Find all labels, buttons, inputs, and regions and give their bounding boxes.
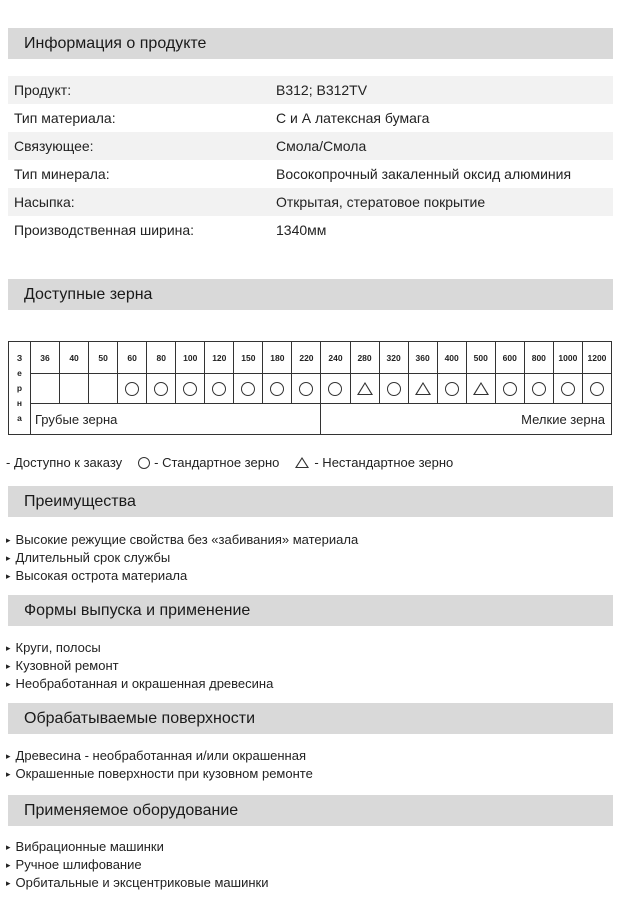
grain-legend <box>6 455 453 470</box>
availability-cell <box>89 374 118 404</box>
circle-icon <box>138 457 150 469</box>
list-item: ▸ Древесина - необработанная и/или окрашенная <box>6 747 313 765</box>
grit-value: 240 <box>321 342 350 374</box>
grit-value: 1200 <box>582 342 611 374</box>
grit-value: 100 <box>176 342 205 374</box>
availability-cell <box>118 374 147 404</box>
grit-row <box>9 342 612 374</box>
circle-icon <box>212 382 226 396</box>
circle-icon <box>445 382 459 396</box>
info-row <box>8 188 613 216</box>
availability-cell <box>553 374 582 404</box>
info-key: Насыпка: <box>14 194 75 210</box>
circle-icon <box>532 382 546 396</box>
section-header-advantages: Преимущества <box>8 486 613 517</box>
circle-icon <box>561 382 575 396</box>
info-row <box>8 132 613 160</box>
grit-value: 36 <box>31 342 60 374</box>
grit-value: 80 <box>147 342 176 374</box>
info-row <box>8 104 613 132</box>
availability-cell <box>147 374 176 404</box>
legend-nonstandard: - Нестандартное зерно <box>314 455 454 470</box>
availability-cell <box>292 374 321 404</box>
availability-cell <box>379 374 408 404</box>
grit-value: 60 <box>118 342 147 374</box>
circle-icon <box>503 382 517 396</box>
circle-icon <box>590 382 604 396</box>
info-key: Производственная ширина: <box>14 222 195 238</box>
grit-value: 280 <box>350 342 379 374</box>
info-row <box>8 76 613 104</box>
list-item: ▸ Окрашенные поверхности при кузовном ремонте <box>6 765 313 783</box>
legend-standard: - Стандартное зерно <box>154 455 280 470</box>
grit-value: 120 <box>205 342 234 374</box>
info-value: Смола/Смола <box>276 138 367 154</box>
list-item: ▸ Длительный срок службы <box>6 549 358 567</box>
grit-value: 150 <box>234 342 263 374</box>
side-letter: р <box>16 382 23 393</box>
circle-icon <box>125 382 139 396</box>
section-header-forms: Формы выпуска и применение <box>8 595 613 626</box>
info-row <box>8 160 613 188</box>
circle-icon <box>241 382 255 396</box>
grit-value: 220 <box>292 342 321 374</box>
product-info-table <box>8 76 613 244</box>
availability-cell <box>582 374 611 404</box>
list-item: ▸ Необработанная и окрашенная древесина <box>6 675 273 693</box>
circle-icon <box>328 382 342 396</box>
grit-value: 40 <box>60 342 89 374</box>
coarse-label: Грубые зерна <box>31 404 321 435</box>
list-item: ▸ Вибрационные машинки <box>6 838 268 856</box>
surfaces-list <box>6 747 313 783</box>
legend-order: - Доступно к заказу <box>6 455 123 470</box>
section-header-grains: Доступные зерна <box>8 279 613 310</box>
grit-value: 500 <box>466 342 495 374</box>
grit-value: 400 <box>437 342 466 374</box>
info-value: Открытая, стератовое покрытие <box>276 194 486 210</box>
circle-icon <box>154 382 168 396</box>
fine-label: Мелкие зерна <box>321 404 612 435</box>
grain-side-label <box>9 342 31 435</box>
info-value: Воcокопрочный закаленный оксид алюминия <box>276 166 572 182</box>
circle-icon <box>270 382 284 396</box>
info-key: Тип минерала: <box>14 166 110 182</box>
circle-icon <box>183 382 197 396</box>
list-item: ▸ Кузовной ремонт <box>6 657 273 675</box>
side-letter: н <box>16 397 23 408</box>
availability-cell <box>495 374 524 404</box>
grit-value: 800 <box>524 342 553 374</box>
grit-value: 320 <box>379 342 408 374</box>
triangle-icon <box>415 382 431 395</box>
list-item: ▸ Высокие режущие свойства без «забивания» материала <box>6 531 358 549</box>
info-value: С и А латексная бумага <box>276 110 430 126</box>
availability-cell <box>437 374 466 404</box>
availability-cell <box>524 374 553 404</box>
forms-list <box>6 639 273 693</box>
info-value: 1340мм <box>276 222 327 238</box>
grit-value: 1000 <box>553 342 582 374</box>
side-letter: З <box>16 352 23 363</box>
info-key: Связующее: <box>14 138 94 154</box>
availability-cell <box>176 374 205 404</box>
circle-icon <box>299 382 313 396</box>
list-item: ▸ Высокая острота материала <box>6 567 358 585</box>
availability-cell <box>234 374 263 404</box>
availability-cell <box>321 374 350 404</box>
grit-value: 180 <box>263 342 292 374</box>
availability-cell <box>60 374 89 404</box>
side-letter: е <box>17 367 22 378</box>
section-header-surfaces: Обрабатываемые поверхности <box>8 703 613 734</box>
availability-cell <box>263 374 292 404</box>
availability-cell <box>408 374 437 404</box>
grit-value: 50 <box>89 342 118 374</box>
list-item: ▸ Орбитальные и эксцентриковые машинки <box>6 874 268 892</box>
info-key: Продукт: <box>14 82 72 98</box>
equipment-list <box>6 838 268 892</box>
availability-cell <box>205 374 234 404</box>
info-row <box>8 216 613 244</box>
triangle-icon <box>295 457 309 468</box>
circle-icon <box>387 382 401 396</box>
triangle-icon <box>357 382 373 395</box>
info-key: Тип материала: <box>14 110 116 126</box>
grain-range-row <box>9 404 612 435</box>
info-value: B312; B312TV <box>276 82 368 98</box>
grain-table <box>8 341 612 435</box>
side-letter: а <box>17 412 22 423</box>
grit-value: 600 <box>495 342 524 374</box>
availability-row <box>9 374 612 404</box>
availability-cell <box>350 374 379 404</box>
advantages-list <box>6 531 358 585</box>
availability-cell <box>31 374 60 404</box>
section-header-equipment: Применяемое оборудование <box>8 795 613 826</box>
list-item: ▸ Круги, полосы <box>6 639 273 657</box>
triangle-icon <box>473 382 489 395</box>
section-header-info: Информация о продукте <box>8 28 613 59</box>
availability-cell <box>466 374 495 404</box>
list-item: ▸ Ручное шлифование <box>6 856 268 874</box>
grit-value: 360 <box>408 342 437 374</box>
